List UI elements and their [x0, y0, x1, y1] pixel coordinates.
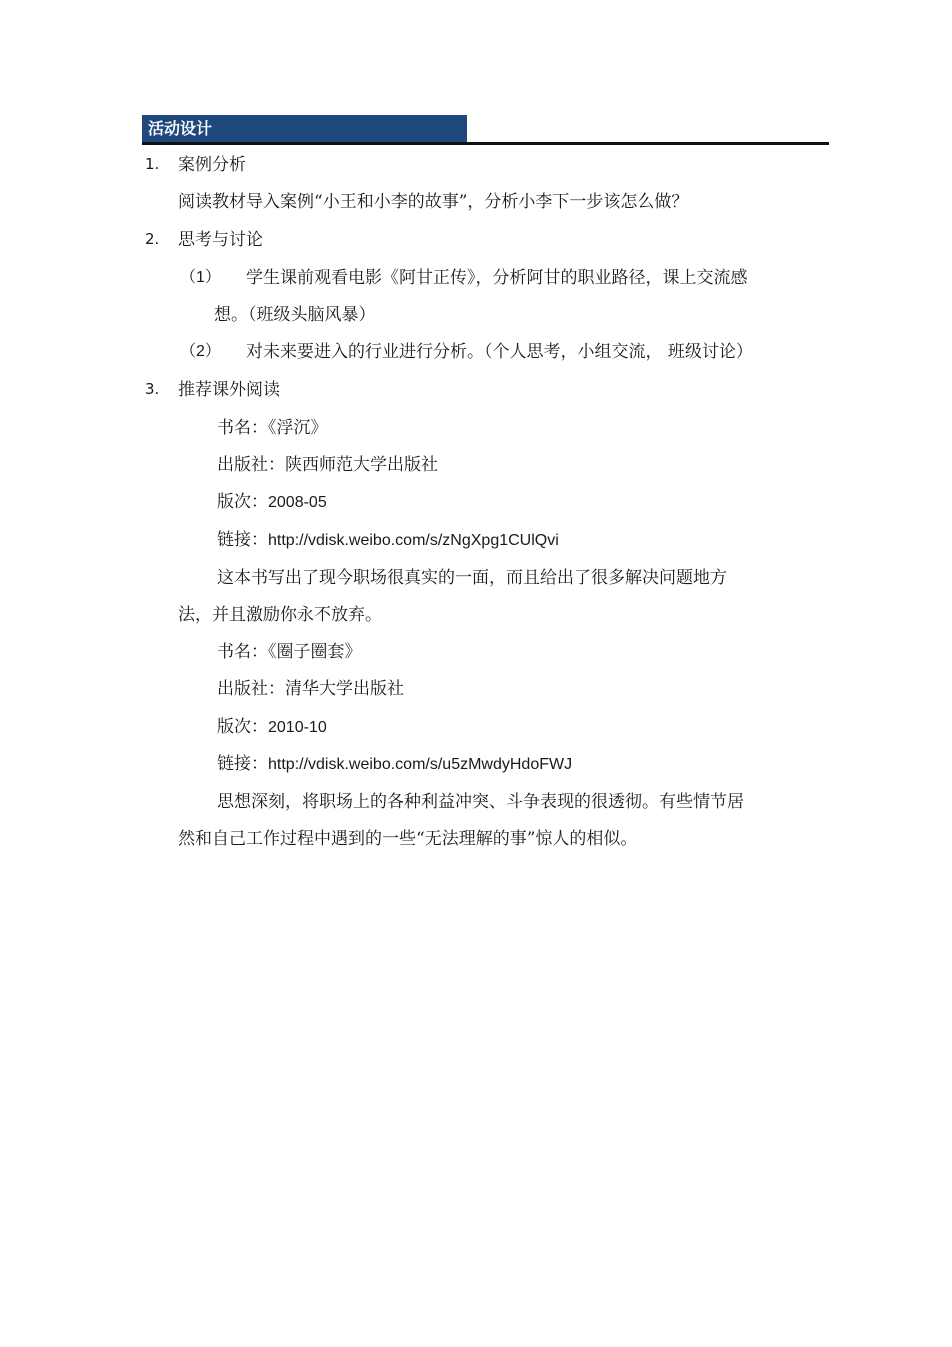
section-header [142, 115, 829, 147]
item-title: 思考与讨论 [178, 230, 263, 250]
book-name: 书名：《圈子圈套》 [217, 642, 362, 662]
book-link[interactable]: http://vdisk.weibo.com/s/u5zMwdyHdoFWJ [268, 756, 573, 773]
book-link[interactable]: http://vdisk.weibo.com/s/zNgXpg1CUlQvi [268, 532, 559, 549]
book-publisher: 出版社：陕西师范大学出版社 [217, 455, 438, 475]
book-name: 书名：《浮沉》 [217, 418, 328, 438]
book-link-row [217, 752, 572, 777]
item-title: 案例分析 [178, 155, 246, 175]
section-title: 活动设计 [148, 119, 213, 138]
book-edition: 2010-10 [268, 719, 327, 736]
item-number: 2. [145, 230, 160, 248]
subitem-label: （2） [180, 343, 221, 360]
book-description-continued: 法，并且激励你永不放弃。 [178, 605, 382, 625]
book-link-row [217, 528, 559, 553]
item-title: 推荐课外阅读 [178, 380, 280, 400]
book-edition-row [217, 715, 327, 740]
section-divider [142, 142, 829, 145]
book-description: 思想深刻，将职场上的各种利益冲突、斗争表现的很透彻。有些情节居 [217, 792, 744, 812]
subitem-text-continued: 想。（班级头脑风暴） [214, 305, 376, 325]
book-edition-label: 版次： [217, 717, 268, 737]
book-edition-label: 版次： [217, 492, 268, 512]
book-link-label: 链接： [217, 530, 268, 550]
book-link-label: 链接： [217, 754, 268, 774]
item-number: 3. [145, 380, 160, 398]
book-description: 这本书写出了现今职场很真实的一面，而且给出了很多解决问题地方 [217, 568, 727, 588]
book-publisher: 出版社：清华大学出版社 [217, 679, 404, 699]
subitem-label: （1） [180, 269, 221, 286]
subitem-text: 对未来要进入的行业进行分析。（个人思考，小组交流， 班级讨论） [246, 342, 753, 362]
item-body: 阅读教材导入案例“小王和小李的故事”，分析小李下一步该怎么做？ [178, 192, 689, 212]
item-number: 1. [145, 155, 160, 173]
book-edition-row [217, 490, 327, 515]
book-edition: 2008-05 [268, 494, 327, 511]
book-description-continued: 然和自己工作过程中遇到的一些“无法理解的事”惊人的相似。 [178, 829, 638, 849]
subitem-text: 学生课前观看电影《阿甘正传》，分析阿甘的职业路径，课上交流感 [246, 268, 748, 288]
